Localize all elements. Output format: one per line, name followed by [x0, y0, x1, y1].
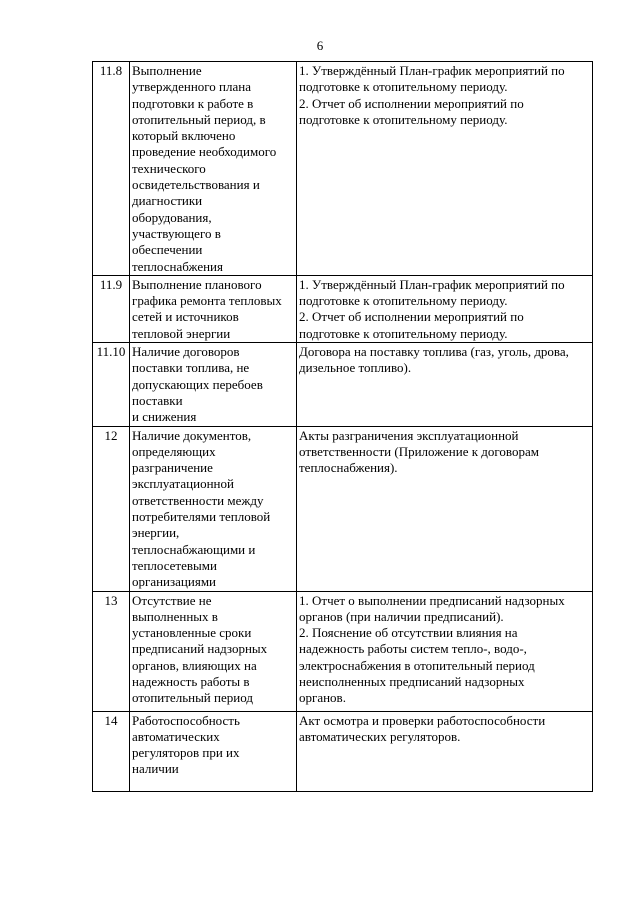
- requirement-cell: Наличие документов, определяющих разграничение эксплуатационной ответственности между потребителями тепловой энергии, теплоснабжающими и теплосетевыми организациями: [130, 426, 297, 591]
- row-number: 11.9: [93, 275, 130, 342]
- documents-cell: 1. Отчет о выполнении предписаний надзорных органов (при наличии предписаний). 2. Пояснение об отсутствии влияния на надежность работы систем тепло-, водо-, электроснабжения в отопительный период неисполненных предписаний надзорных органов.: [297, 591, 593, 711]
- documents-cell: 1. Утверждённый План-график мероприятий по подготовке к отопительному периоду. 2. Отчет об исполнении мероприятий по подготовке к отопительному периоду.: [297, 62, 593, 276]
- requirement-cell: Наличие договоров поставки топлива, не допускающих перебоев поставки и снижения: [130, 343, 297, 426]
- table-row: [93, 591, 593, 711]
- requirement-cell: Отсутствие не выполненных в установленные сроки предписаний надзорных органов, влияющих на надежность работы в отопительный период: [130, 591, 297, 711]
- table-row: [93, 343, 593, 426]
- documents-cell: Акты разграничения эксплуатационной ответственности (Приложение к договорам теплоснабжения).: [297, 426, 593, 591]
- table-row: [93, 275, 593, 342]
- row-number: 14: [93, 711, 130, 791]
- documents-cell: Договора на поставку топлива (газ, уголь, дрова, дизельное топливо).: [297, 343, 593, 426]
- table-row: [93, 62, 593, 276]
- row-number: 13: [93, 591, 130, 711]
- requirement-cell: Выполнение планового графика ремонта тепловых сетей и источников тепловой энергии: [130, 275, 297, 342]
- row-number: 11.10: [93, 343, 130, 426]
- row-number: 11.8: [93, 62, 130, 276]
- requirements-table: [92, 61, 593, 792]
- table-row: [93, 711, 593, 791]
- requirement-cell: Выполнение утвержденного плана подготовки к работе в отопительный период, в который включено проведение необходимого технического освидетельствования и диагностики оборудования, участвующего в обеспечении теплоснабжения: [130, 62, 297, 276]
- page-number: 6: [316, 38, 324, 53]
- table-row: [93, 426, 593, 591]
- requirement-cell: Работоспособность автоматических регуляторов при их наличии: [130, 711, 297, 791]
- row-number: 12: [93, 426, 130, 591]
- documents-cell: Акт осмотра и проверки работоспособности автоматических регуляторов.: [297, 711, 593, 791]
- documents-cell: 1. Утверждённый План-график мероприятий по подготовке к отопительному периоду. 2. Отчет об исполнении мероприятий по подготовке к отопительному периоду.: [297, 275, 593, 342]
